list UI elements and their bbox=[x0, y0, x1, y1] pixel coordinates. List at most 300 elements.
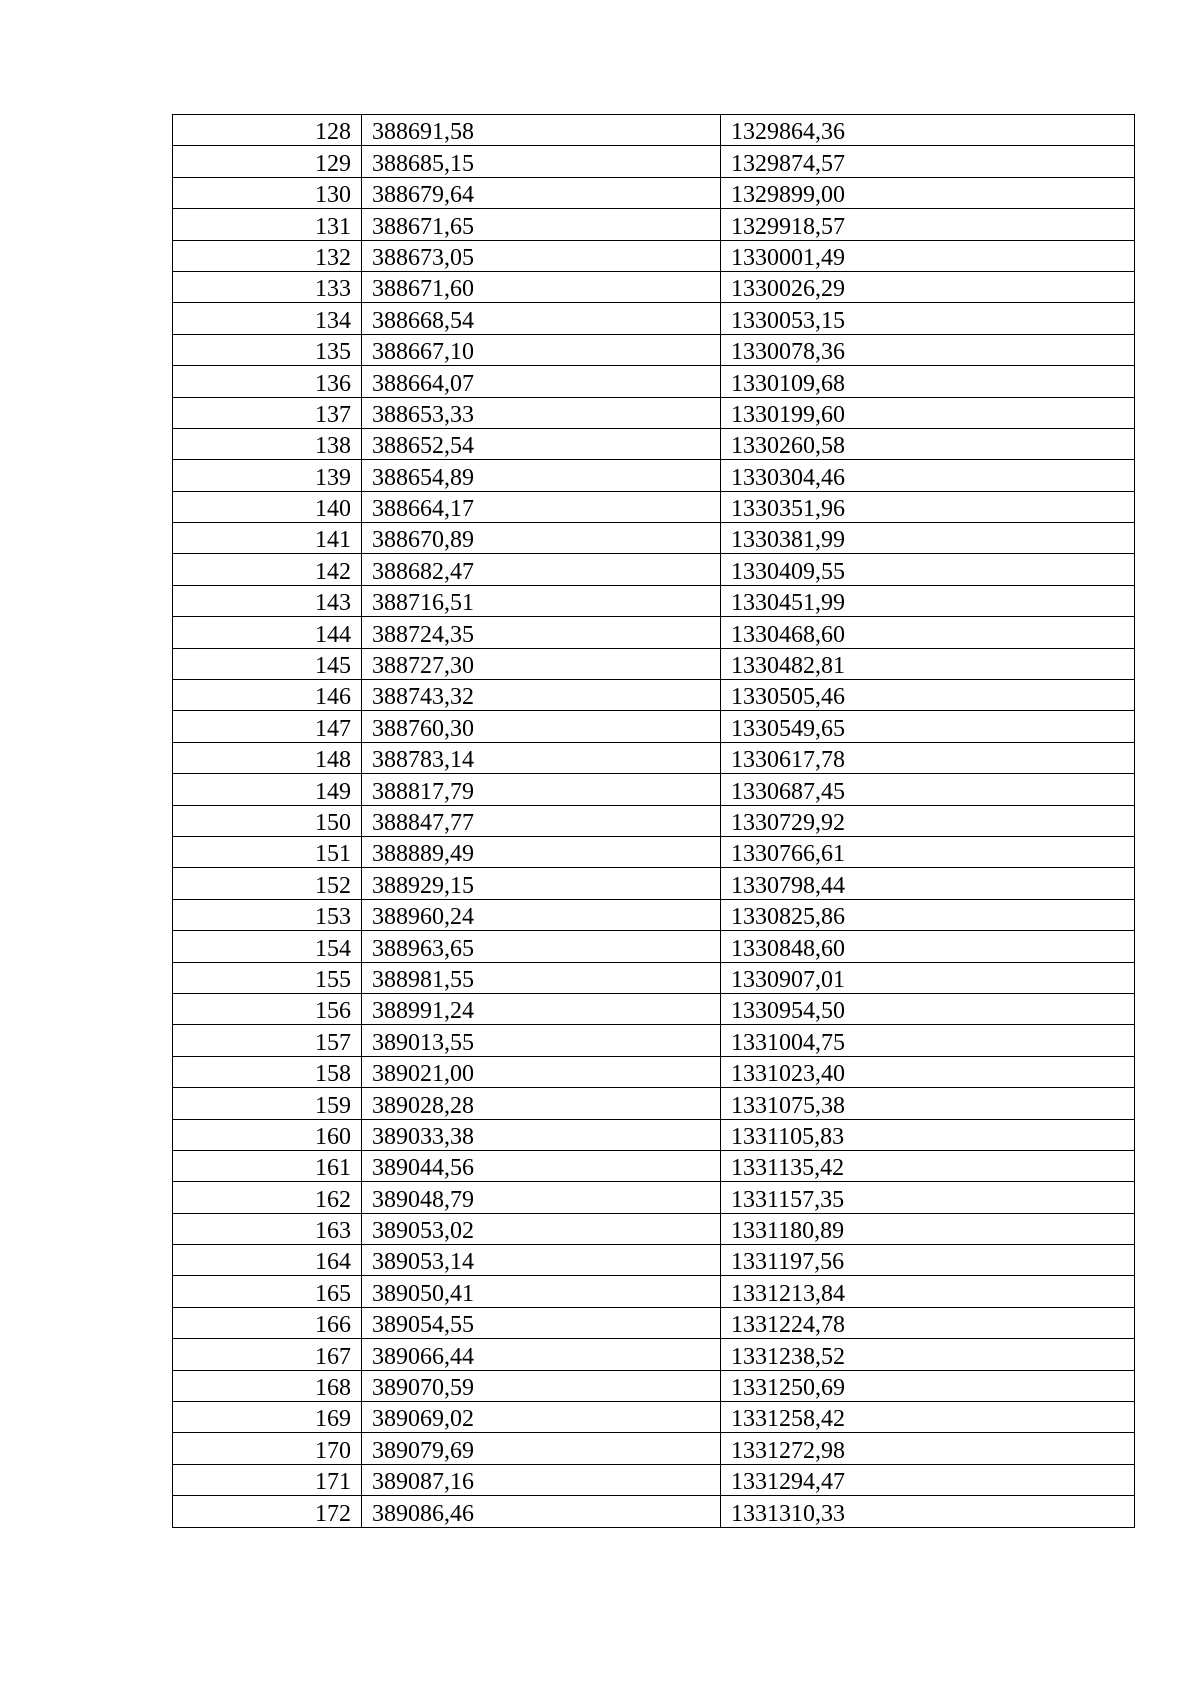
x-coordinate-cell bbox=[362, 774, 721, 805]
y-coordinate-cell bbox=[721, 1088, 1135, 1119]
x-coordinate-text: 389087,16 bbox=[372, 1469, 474, 1496]
table-row bbox=[173, 303, 1135, 334]
x-coordinate-text: 388679,64 bbox=[372, 182, 474, 209]
x-coordinate-cell bbox=[362, 1402, 721, 1433]
table-row bbox=[173, 617, 1135, 648]
y-coordinate-text: 1330954,50 bbox=[731, 998, 845, 1025]
x-coordinate-text: 388716,51 bbox=[372, 590, 474, 617]
y-coordinate-cell bbox=[721, 680, 1135, 711]
x-coordinate-text: 389054,55 bbox=[372, 1312, 474, 1339]
point-number-cell bbox=[173, 271, 362, 302]
y-coordinate-text: 1331213,84 bbox=[731, 1280, 845, 1307]
x-coordinate-cell bbox=[362, 585, 721, 616]
table-row bbox=[173, 585, 1135, 616]
table-row bbox=[173, 397, 1135, 428]
point-number-text: 172 bbox=[315, 1500, 351, 1527]
point-number-text: 141 bbox=[315, 527, 351, 554]
point-number-cell bbox=[173, 1307, 362, 1338]
point-number-text: 154 bbox=[315, 935, 351, 962]
y-coordinate-cell bbox=[721, 303, 1135, 334]
point-number-text: 166 bbox=[315, 1312, 351, 1339]
x-coordinate-text: 388991,24 bbox=[372, 998, 474, 1025]
table-row bbox=[173, 1276, 1135, 1307]
point-number-cell bbox=[173, 648, 362, 679]
point-number-cell bbox=[173, 554, 362, 585]
point-number-cell bbox=[173, 303, 362, 334]
x-coordinate-cell bbox=[362, 1182, 721, 1213]
x-coordinate-text: 388929,15 bbox=[372, 872, 474, 899]
table-row bbox=[173, 1025, 1135, 1056]
x-coordinate-text: 388664,07 bbox=[372, 370, 474, 397]
y-coordinate-cell bbox=[721, 585, 1135, 616]
x-coordinate-cell bbox=[362, 1213, 721, 1244]
point-number-text: 153 bbox=[315, 904, 351, 931]
x-coordinate-text: 389069,02 bbox=[372, 1406, 474, 1433]
point-number-cell bbox=[173, 366, 362, 397]
y-coordinate-text: 1331180,89 bbox=[731, 1218, 845, 1245]
x-coordinate-text: 388670,89 bbox=[372, 527, 474, 554]
x-coordinate-cell bbox=[362, 1307, 721, 1338]
x-coordinate-cell bbox=[362, 303, 721, 334]
y-coordinate-cell bbox=[721, 1245, 1135, 1276]
point-number-cell bbox=[173, 1496, 362, 1527]
x-coordinate-cell bbox=[362, 491, 721, 522]
x-coordinate-text: 388653,33 bbox=[372, 401, 474, 428]
y-coordinate-text: 1331224,78 bbox=[731, 1312, 845, 1339]
table-row bbox=[173, 523, 1135, 554]
x-coordinate-text: 389079,69 bbox=[372, 1437, 474, 1464]
y-coordinate-text: 1330549,65 bbox=[731, 715, 845, 742]
table-row bbox=[173, 177, 1135, 208]
point-number-cell bbox=[173, 680, 362, 711]
point-number-cell bbox=[173, 899, 362, 930]
table-row bbox=[173, 868, 1135, 899]
x-coordinate-text: 388654,89 bbox=[372, 464, 474, 491]
x-coordinate-cell bbox=[362, 334, 721, 365]
y-coordinate-text: 1331310,33 bbox=[731, 1500, 845, 1527]
y-coordinate-cell bbox=[721, 271, 1135, 302]
table-row bbox=[173, 1056, 1135, 1087]
x-coordinate-text: 388847,77 bbox=[372, 809, 474, 836]
table-row bbox=[173, 1339, 1135, 1370]
point-number-cell bbox=[173, 1213, 362, 1244]
point-number-cell bbox=[173, 585, 362, 616]
y-coordinate-text: 1330729,92 bbox=[731, 809, 845, 836]
x-coordinate-text: 389086,46 bbox=[372, 1500, 474, 1527]
x-coordinate-text: 388652,54 bbox=[372, 433, 474, 460]
y-coordinate-cell bbox=[721, 491, 1135, 522]
y-coordinate-cell bbox=[721, 1182, 1135, 1213]
point-number-cell bbox=[173, 115, 362, 146]
x-coordinate-cell bbox=[362, 617, 721, 648]
x-coordinate-cell bbox=[362, 1245, 721, 1276]
y-coordinate-text: 1330687,45 bbox=[731, 778, 845, 805]
table-row bbox=[173, 1245, 1135, 1276]
y-coordinate-text: 1330409,55 bbox=[731, 558, 845, 585]
y-coordinate-cell bbox=[721, 711, 1135, 742]
point-number-text: 167 bbox=[315, 1343, 351, 1370]
point-number-text: 169 bbox=[315, 1406, 351, 1433]
table-row bbox=[173, 648, 1135, 679]
point-number-cell bbox=[173, 177, 362, 208]
x-coordinate-cell bbox=[362, 931, 721, 962]
point-number-text: 152 bbox=[315, 872, 351, 899]
point-number-text: 128 bbox=[315, 119, 351, 146]
point-number-text: 150 bbox=[315, 809, 351, 836]
point-number-cell bbox=[173, 711, 362, 742]
x-coordinate-cell bbox=[362, 366, 721, 397]
y-coordinate-cell bbox=[721, 993, 1135, 1024]
y-coordinate-text: 1330109,68 bbox=[731, 370, 845, 397]
x-coordinate-cell bbox=[362, 177, 721, 208]
x-coordinate-text: 388685,15 bbox=[372, 150, 474, 177]
point-number-text: 140 bbox=[315, 496, 351, 523]
y-coordinate-cell bbox=[721, 805, 1135, 836]
table-row bbox=[173, 1182, 1135, 1213]
table-row bbox=[173, 491, 1135, 522]
y-coordinate-cell bbox=[721, 774, 1135, 805]
point-number-cell bbox=[173, 993, 362, 1024]
table-row bbox=[173, 899, 1135, 930]
x-coordinate-cell bbox=[362, 993, 721, 1024]
x-coordinate-text: 389021,00 bbox=[372, 1061, 474, 1088]
x-coordinate-text: 388671,65 bbox=[372, 213, 474, 240]
y-coordinate-text: 1331294,47 bbox=[731, 1469, 845, 1496]
y-coordinate-text: 1330617,78 bbox=[731, 747, 845, 774]
y-coordinate-text: 1331075,38 bbox=[731, 1092, 845, 1119]
point-number-cell bbox=[173, 428, 362, 459]
table-row bbox=[173, 334, 1135, 365]
x-coordinate-text: 389050,41 bbox=[372, 1280, 474, 1307]
y-coordinate-text: 1330199,60 bbox=[731, 401, 845, 428]
x-coordinate-cell bbox=[362, 962, 721, 993]
coordinates-table-body bbox=[173, 115, 1135, 1528]
y-coordinate-text: 1330798,44 bbox=[731, 872, 845, 899]
y-coordinate-text: 1330304,46 bbox=[731, 464, 845, 491]
point-number-cell bbox=[173, 1056, 362, 1087]
point-number-text: 142 bbox=[315, 558, 351, 585]
point-number-cell bbox=[173, 209, 362, 240]
y-coordinate-cell bbox=[721, 209, 1135, 240]
y-coordinate-text: 1329899,00 bbox=[731, 182, 845, 209]
y-coordinate-text: 1330907,01 bbox=[731, 966, 845, 993]
y-coordinate-cell bbox=[721, 931, 1135, 962]
x-coordinate-cell bbox=[362, 1150, 721, 1181]
point-number-text: 136 bbox=[315, 370, 351, 397]
y-coordinate-cell bbox=[721, 1025, 1135, 1056]
y-coordinate-cell bbox=[721, 1402, 1135, 1433]
y-coordinate-text: 1331272,98 bbox=[731, 1437, 845, 1464]
y-coordinate-text: 1330053,15 bbox=[731, 307, 845, 334]
point-number-cell bbox=[173, 931, 362, 962]
point-number-text: 149 bbox=[315, 778, 351, 805]
y-coordinate-text: 1331004,75 bbox=[731, 1029, 845, 1056]
table-row bbox=[173, 1370, 1135, 1401]
table-row bbox=[173, 993, 1135, 1024]
y-coordinate-text: 1330001,49 bbox=[731, 244, 845, 271]
x-coordinate-text: 388667,10 bbox=[372, 339, 474, 366]
table-row bbox=[173, 1213, 1135, 1244]
x-coordinate-text: 389070,59 bbox=[372, 1375, 474, 1402]
y-coordinate-cell bbox=[721, 460, 1135, 491]
table-row bbox=[173, 1150, 1135, 1181]
table-row bbox=[173, 115, 1135, 146]
point-number-cell bbox=[173, 240, 362, 271]
x-coordinate-text: 389066,44 bbox=[372, 1343, 474, 1370]
table-row bbox=[173, 460, 1135, 491]
x-coordinate-cell bbox=[362, 271, 721, 302]
y-coordinate-text: 1331238,52 bbox=[731, 1343, 845, 1370]
y-coordinate-text: 1330351,96 bbox=[731, 496, 845, 523]
point-number-text: 156 bbox=[315, 998, 351, 1025]
y-coordinate-cell bbox=[721, 115, 1135, 146]
x-coordinate-text: 388960,24 bbox=[372, 904, 474, 931]
y-coordinate-cell bbox=[721, 617, 1135, 648]
point-number-text: 131 bbox=[315, 213, 351, 240]
x-coordinate-cell bbox=[362, 554, 721, 585]
y-coordinate-cell bbox=[721, 836, 1135, 867]
point-number-text: 139 bbox=[315, 464, 351, 491]
point-number-cell bbox=[173, 742, 362, 773]
x-coordinate-cell bbox=[362, 742, 721, 773]
table-row bbox=[173, 680, 1135, 711]
x-coordinate-cell bbox=[362, 805, 721, 836]
y-coordinate-cell bbox=[721, 1150, 1135, 1181]
point-number-text: 155 bbox=[315, 966, 351, 993]
point-number-cell bbox=[173, 617, 362, 648]
table-row bbox=[173, 774, 1135, 805]
x-coordinate-cell bbox=[362, 115, 721, 146]
table-row bbox=[173, 1464, 1135, 1495]
x-coordinate-text: 389028,28 bbox=[372, 1092, 474, 1119]
y-coordinate-text: 1329918,57 bbox=[731, 213, 845, 240]
table-row bbox=[173, 962, 1135, 993]
point-number-text: 163 bbox=[315, 1218, 351, 1245]
y-coordinate-text: 1331258,42 bbox=[731, 1406, 845, 1433]
point-number-cell bbox=[173, 1433, 362, 1464]
point-number-text: 135 bbox=[315, 339, 351, 366]
x-coordinate-cell bbox=[362, 146, 721, 177]
table-row bbox=[173, 428, 1135, 459]
x-coordinate-text: 389033,38 bbox=[372, 1123, 474, 1150]
x-coordinate-text: 389013,55 bbox=[372, 1029, 474, 1056]
point-number-text: 160 bbox=[315, 1123, 351, 1150]
y-coordinate-cell bbox=[721, 523, 1135, 554]
y-coordinate-cell bbox=[721, 428, 1135, 459]
y-coordinate-cell bbox=[721, 240, 1135, 271]
point-number-text: 148 bbox=[315, 747, 351, 774]
y-coordinate-cell bbox=[721, 962, 1135, 993]
coordinates-table bbox=[172, 114, 1135, 1528]
table-row bbox=[173, 554, 1135, 585]
table-row bbox=[173, 209, 1135, 240]
y-coordinate-cell bbox=[721, 397, 1135, 428]
point-number-text: 159 bbox=[315, 1092, 351, 1119]
y-coordinate-cell bbox=[721, 1339, 1135, 1370]
x-coordinate-text: 389053,14 bbox=[372, 1249, 474, 1276]
x-coordinate-cell bbox=[362, 836, 721, 867]
point-number-text: 165 bbox=[315, 1280, 351, 1307]
point-number-cell bbox=[173, 1464, 362, 1495]
y-coordinate-cell bbox=[721, 1056, 1135, 1087]
table-row bbox=[173, 805, 1135, 836]
point-number-text: 164 bbox=[315, 1249, 351, 1276]
x-coordinate-cell bbox=[362, 1088, 721, 1119]
point-number-text: 143 bbox=[315, 590, 351, 617]
y-coordinate-cell bbox=[721, 554, 1135, 585]
point-number-text: 161 bbox=[315, 1155, 351, 1182]
point-number-cell bbox=[173, 962, 362, 993]
table-row bbox=[173, 240, 1135, 271]
table-row bbox=[173, 1119, 1135, 1150]
x-coordinate-cell bbox=[362, 899, 721, 930]
y-coordinate-text: 1330482,81 bbox=[731, 653, 845, 680]
x-coordinate-cell bbox=[362, 1276, 721, 1307]
table-row bbox=[173, 742, 1135, 773]
point-number-cell bbox=[173, 1245, 362, 1276]
point-number-text: 170 bbox=[315, 1437, 351, 1464]
x-coordinate-text: 388671,60 bbox=[372, 276, 474, 303]
point-number-cell bbox=[173, 397, 362, 428]
point-number-text: 145 bbox=[315, 653, 351, 680]
point-number-cell bbox=[173, 1402, 362, 1433]
x-coordinate-text: 388668,54 bbox=[372, 307, 474, 334]
y-coordinate-cell bbox=[721, 1496, 1135, 1527]
point-number-cell bbox=[173, 1276, 362, 1307]
y-coordinate-cell bbox=[721, 366, 1135, 397]
x-coordinate-text: 388889,49 bbox=[372, 841, 474, 868]
table-row bbox=[173, 1088, 1135, 1119]
x-coordinate-text: 388743,32 bbox=[372, 684, 474, 711]
y-coordinate-cell bbox=[721, 334, 1135, 365]
y-coordinate-text: 1330026,29 bbox=[731, 276, 845, 303]
y-coordinate-cell bbox=[721, 648, 1135, 679]
point-number-cell bbox=[173, 1119, 362, 1150]
table-row bbox=[173, 146, 1135, 177]
table-row bbox=[173, 366, 1135, 397]
point-number-cell bbox=[173, 1150, 362, 1181]
point-number-cell bbox=[173, 1182, 362, 1213]
y-coordinate-cell bbox=[721, 1213, 1135, 1244]
y-coordinate-text: 1331135,42 bbox=[731, 1155, 845, 1182]
x-coordinate-cell bbox=[362, 1370, 721, 1401]
y-coordinate-text: 1330505,46 bbox=[731, 684, 845, 711]
y-coordinate-cell bbox=[721, 1119, 1135, 1150]
point-number-cell bbox=[173, 334, 362, 365]
point-number-text: 162 bbox=[315, 1186, 351, 1213]
y-coordinate-text: 1330260,58 bbox=[731, 433, 845, 460]
x-coordinate-cell bbox=[362, 1119, 721, 1150]
point-number-text: 133 bbox=[315, 276, 351, 303]
y-coordinate-text: 1330848,60 bbox=[731, 935, 845, 962]
x-coordinate-cell bbox=[362, 523, 721, 554]
point-number-text: 146 bbox=[315, 684, 351, 711]
point-number-text: 137 bbox=[315, 401, 351, 428]
x-coordinate-cell bbox=[362, 1025, 721, 1056]
x-coordinate-cell bbox=[362, 1433, 721, 1464]
point-number-text: 168 bbox=[315, 1375, 351, 1402]
table-row bbox=[173, 1496, 1135, 1527]
y-coordinate-text: 1330766,61 bbox=[731, 841, 845, 868]
point-number-text: 158 bbox=[315, 1061, 351, 1088]
x-coordinate-cell bbox=[362, 397, 721, 428]
y-coordinate-cell bbox=[721, 1370, 1135, 1401]
table-row bbox=[173, 931, 1135, 962]
x-coordinate-cell bbox=[362, 868, 721, 899]
point-number-text: 151 bbox=[315, 841, 351, 868]
x-coordinate-cell bbox=[362, 209, 721, 240]
y-coordinate-cell bbox=[721, 1276, 1135, 1307]
point-number-text: 132 bbox=[315, 244, 351, 271]
point-number-cell bbox=[173, 868, 362, 899]
x-coordinate-cell bbox=[362, 240, 721, 271]
y-coordinate-cell bbox=[721, 146, 1135, 177]
x-coordinate-cell bbox=[362, 460, 721, 491]
point-number-cell bbox=[173, 774, 362, 805]
point-number-cell bbox=[173, 1370, 362, 1401]
x-coordinate-text: 388664,17 bbox=[372, 496, 474, 523]
point-number-cell bbox=[173, 805, 362, 836]
table-row bbox=[173, 711, 1135, 742]
y-coordinate-text: 1331197,56 bbox=[731, 1249, 845, 1276]
point-number-text: 157 bbox=[315, 1029, 351, 1056]
y-coordinate-cell bbox=[721, 742, 1135, 773]
y-coordinate-text: 1331250,69 bbox=[731, 1375, 845, 1402]
y-coordinate-cell bbox=[721, 868, 1135, 899]
y-coordinate-text: 1329864,36 bbox=[731, 119, 845, 146]
x-coordinate-cell bbox=[362, 1339, 721, 1370]
x-coordinate-cell bbox=[362, 1496, 721, 1527]
point-number-text: 129 bbox=[315, 150, 351, 177]
point-number-text: 147 bbox=[315, 715, 351, 742]
point-number-cell bbox=[173, 1339, 362, 1370]
x-coordinate-cell bbox=[362, 1056, 721, 1087]
x-coordinate-text: 388760,30 bbox=[372, 715, 474, 742]
point-number-cell bbox=[173, 460, 362, 491]
y-coordinate-text: 1330078,36 bbox=[731, 339, 845, 366]
y-coordinate-cell bbox=[721, 1433, 1135, 1464]
y-coordinate-cell bbox=[721, 177, 1135, 208]
point-number-cell bbox=[173, 146, 362, 177]
y-coordinate-text: 1331023,40 bbox=[731, 1061, 845, 1088]
table-row bbox=[173, 1433, 1135, 1464]
x-coordinate-cell bbox=[362, 680, 721, 711]
table-row bbox=[173, 271, 1135, 302]
y-coordinate-text: 1330468,60 bbox=[731, 621, 845, 648]
point-number-cell bbox=[173, 523, 362, 554]
y-coordinate-text: 1330451,99 bbox=[731, 590, 845, 617]
point-number-text: 138 bbox=[315, 433, 351, 460]
y-coordinate-text: 1330381,99 bbox=[731, 527, 845, 554]
x-coordinate-text: 388691,58 bbox=[372, 119, 474, 146]
point-number-cell bbox=[173, 491, 362, 522]
point-number-cell bbox=[173, 1088, 362, 1119]
x-coordinate-text: 388817,79 bbox=[372, 778, 474, 805]
x-coordinate-cell bbox=[362, 1464, 721, 1495]
x-coordinate-text: 388981,55 bbox=[372, 966, 474, 993]
y-coordinate-cell bbox=[721, 1464, 1135, 1495]
x-coordinate-text: 388963,65 bbox=[372, 935, 474, 962]
x-coordinate-cell bbox=[362, 428, 721, 459]
y-coordinate-text: 1330825,86 bbox=[731, 904, 845, 931]
x-coordinate-text: 389048,79 bbox=[372, 1186, 474, 1213]
x-coordinate-cell bbox=[362, 711, 721, 742]
x-coordinate-cell bbox=[362, 648, 721, 679]
point-number-cell bbox=[173, 836, 362, 867]
x-coordinate-text: 388783,14 bbox=[372, 747, 474, 774]
x-coordinate-text: 388724,35 bbox=[372, 621, 474, 648]
point-number-text: 134 bbox=[315, 307, 351, 334]
